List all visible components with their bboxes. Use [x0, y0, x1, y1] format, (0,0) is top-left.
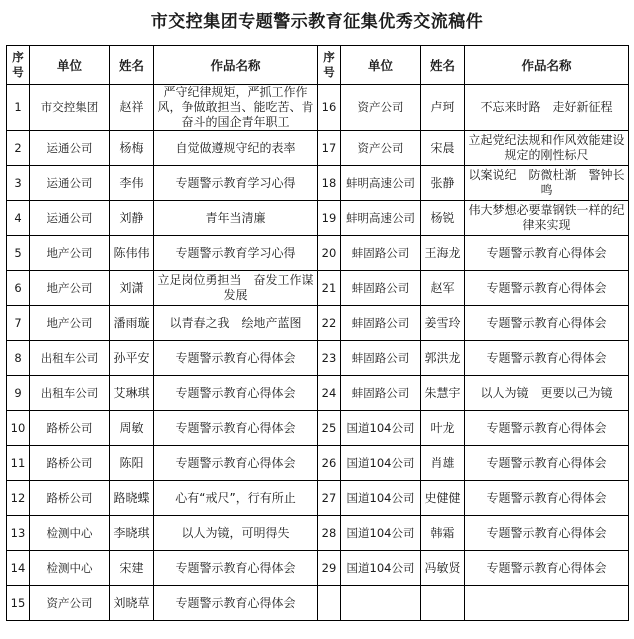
header-unit-left: 单位 [30, 46, 110, 85]
table-row [7, 376, 629, 411]
table-row [7, 551, 629, 586]
cell-seq-right: 22 [318, 306, 341, 341]
header-seq-right: 序号 [318, 46, 341, 85]
cell-name-right: 张静 [421, 166, 465, 201]
cell-work-left: 专题警示教育心得体会 [154, 376, 318, 411]
table-row [7, 481, 629, 516]
cell-seq-right: 29 [318, 551, 341, 586]
cell-unit-right: 国道104公司 [341, 411, 421, 446]
cell-seq-left: 4 [7, 201, 30, 236]
page-title: 市交控集团专题警示教育征集优秀交流稿件 [150, 12, 484, 32]
header-row [7, 46, 629, 85]
cell-work-right: 专题警示教育心得体会 [465, 411, 629, 446]
cell-work-right [465, 586, 629, 621]
cell-seq-right: 28 [318, 516, 341, 551]
cell-work-right: 专题警示教育心得体会 [465, 271, 629, 306]
cell-seq-right: 18 [318, 166, 341, 201]
cell-work-left: 立足岗位勇担当 奋发工作谋发展 [154, 271, 318, 306]
table-row [7, 411, 629, 446]
cell-name-right: 卢珂 [421, 85, 465, 131]
cell-work-right: 伟大梦想必要靠钢铁一样的纪律来实现 [465, 201, 629, 236]
cell-seq-right: 20 [318, 236, 341, 271]
table-row [7, 131, 629, 166]
table-row [7, 271, 629, 306]
cell-seq-right: 25 [318, 411, 341, 446]
cell-unit-right: 国道104公司 [341, 481, 421, 516]
cell-name-right: 姜雪玲 [421, 306, 465, 341]
header-seq-left: 序号 [7, 46, 30, 85]
table-row [7, 85, 629, 131]
cell-seq-right: 16 [318, 85, 341, 131]
cell-name-left: 周敏 [110, 411, 154, 446]
cell-seq-right: 23 [318, 341, 341, 376]
cell-unit-left: 地产公司 [30, 271, 110, 306]
cell-seq-right: 21 [318, 271, 341, 306]
cell-seq-right: 24 [318, 376, 341, 411]
cell-seq-left: 9 [7, 376, 30, 411]
cell-unit-right [341, 586, 421, 621]
cell-work-right: 专题警示教育心得体会 [465, 516, 629, 551]
cell-work-left: 严守纪律规矩，严抓工作作风，争做敢担当、能吃苦、肯奋斗的国企青年职工 [154, 85, 318, 131]
cell-seq-left: 6 [7, 271, 30, 306]
cell-name-left: 陈伟伟 [110, 236, 154, 271]
cell-name-left: 刘静 [110, 201, 154, 236]
cell-name-right: 郭洪龙 [421, 341, 465, 376]
cell-seq-right: 17 [318, 131, 341, 166]
cell-work-left: 专题警示教育心得体会 [154, 341, 318, 376]
cell-seq-left: 12 [7, 481, 30, 516]
cell-unit-right: 国道104公司 [341, 516, 421, 551]
table-row [7, 306, 629, 341]
cell-work-left: 专题警示教育心得体会 [154, 551, 318, 586]
cell-seq-right [318, 586, 341, 621]
cell-name-right: 朱慧宇 [421, 376, 465, 411]
cell-work-left: 自觉做遵规守纪的表率 [154, 131, 318, 166]
cell-unit-right: 蚌固路公司 [341, 236, 421, 271]
cell-work-right: 专题警示教育心得体会 [465, 236, 629, 271]
header-work-right: 作品名称 [465, 46, 629, 85]
table-row [7, 341, 629, 376]
cell-unit-right: 国道104公司 [341, 551, 421, 586]
cell-unit-left: 路桥公司 [30, 481, 110, 516]
cell-work-right: 立起党纪法规和作风效能建设规定的刚性标尺 [465, 131, 629, 166]
header-unit-right: 单位 [341, 46, 421, 85]
cell-seq-left: 14 [7, 551, 30, 586]
cell-work-left: 以青春之我 绘地产蓝图 [154, 306, 318, 341]
cell-work-right: 专题警示教育心得体会 [465, 481, 629, 516]
cell-unit-left: 检测中心 [30, 551, 110, 586]
table-row [7, 166, 629, 201]
cell-seq-left: 2 [7, 131, 30, 166]
table-row [7, 201, 629, 236]
cell-work-left: 专题警示教育心得体会 [154, 411, 318, 446]
table-row [7, 516, 629, 551]
table-body [7, 85, 629, 621]
cell-seq-left: 11 [7, 446, 30, 481]
cell-seq-right: 27 [318, 481, 341, 516]
cell-unit-right: 蚌固路公司 [341, 306, 421, 341]
cell-unit-left: 运通公司 [30, 131, 110, 166]
cell-seq-left: 5 [7, 236, 30, 271]
cell-seq-left: 10 [7, 411, 30, 446]
cell-name-right: 杨锐 [421, 201, 465, 236]
cell-name-right: 宋晨 [421, 131, 465, 166]
cell-name-right [421, 586, 465, 621]
cell-name-left: 赵祥 [110, 85, 154, 131]
cell-work-left: 青年当清廉 [154, 201, 318, 236]
cell-seq-right: 19 [318, 201, 341, 236]
cell-name-right: 史健健 [421, 481, 465, 516]
cell-work-right: 不忘来时路 走好新征程 [465, 85, 629, 131]
header-work-left: 作品名称 [154, 46, 318, 85]
cell-name-left: 刘潇 [110, 271, 154, 306]
header-name-right: 姓名 [421, 46, 465, 85]
submissions-table [6, 45, 629, 621]
cell-unit-right: 蚌明高速公司 [341, 166, 421, 201]
cell-name-left: 路晓蝶 [110, 481, 154, 516]
cell-unit-right: 蚌明高速公司 [341, 201, 421, 236]
cell-work-left: 专题警示教育心得体会 [154, 586, 318, 621]
cell-unit-left: 运通公司 [30, 201, 110, 236]
table-row [7, 236, 629, 271]
cell-work-right: 以案说纪 防微杜渐 警钟长鸣 [465, 166, 629, 201]
cell-name-left: 潘雨璇 [110, 306, 154, 341]
cell-name-left: 李晓琪 [110, 516, 154, 551]
cell-seq-left: 3 [7, 166, 30, 201]
cell-work-left: 心有“戒尺”，行有所止 [154, 481, 318, 516]
cell-name-left: 杨梅 [110, 131, 154, 166]
cell-work-left: 以人为镜，可明得失 [154, 516, 318, 551]
cell-name-left: 陈阳 [110, 446, 154, 481]
cell-name-left: 孙平安 [110, 341, 154, 376]
cell-work-right: 以人为镜 更要以己为镜 [465, 376, 629, 411]
cell-unit-left: 出租车公司 [30, 341, 110, 376]
cell-unit-left: 市交控集团 [30, 85, 110, 131]
cell-unit-right: 蚌固路公司 [341, 341, 421, 376]
cell-seq-left: 13 [7, 516, 30, 551]
cell-work-right: 专题警示教育心得体会 [465, 551, 629, 586]
cell-work-right: 专题警示教育心得体会 [465, 446, 629, 481]
cell-unit-right: 蚌固路公司 [341, 271, 421, 306]
cell-work-left: 专题警示教育学习心得 [154, 166, 318, 201]
cell-unit-left: 路桥公司 [30, 411, 110, 446]
header-name-left: 姓名 [110, 46, 154, 85]
cell-seq-right: 26 [318, 446, 341, 481]
cell-unit-right: 国道104公司 [341, 446, 421, 481]
cell-unit-right: 蚌固路公司 [341, 376, 421, 411]
cell-unit-left: 地产公司 [30, 306, 110, 341]
cell-unit-left: 路桥公司 [30, 446, 110, 481]
cell-name-left: 李伟 [110, 166, 154, 201]
cell-unit-left: 资产公司 [30, 586, 110, 621]
cell-name-left: 宋建 [110, 551, 154, 586]
cell-name-right: 肖雄 [421, 446, 465, 481]
cell-work-right: 专题警示教育心得体会 [465, 341, 629, 376]
cell-name-right: 赵军 [421, 271, 465, 306]
cell-work-left: 专题警示教育学习心得 [154, 236, 318, 271]
cell-seq-left: 1 [7, 85, 30, 131]
cell-unit-left: 检测中心 [30, 516, 110, 551]
cell-name-left: 艾琳琪 [110, 376, 154, 411]
cell-unit-right: 资产公司 [341, 131, 421, 166]
cell-seq-left: 8 [7, 341, 30, 376]
table-row [7, 446, 629, 481]
cell-name-right: 王海龙 [421, 236, 465, 271]
cell-work-left: 专题警示教育心得体会 [154, 446, 318, 481]
cell-seq-left: 7 [7, 306, 30, 341]
cell-name-right: 叶龙 [421, 411, 465, 446]
cell-unit-left: 出租车公司 [30, 376, 110, 411]
cell-name-right: 韩霜 [421, 516, 465, 551]
cell-name-right: 冯敏贤 [421, 551, 465, 586]
cell-unit-left: 运通公司 [30, 166, 110, 201]
cell-work-right: 专题警示教育心得体会 [465, 306, 629, 341]
table-row [7, 586, 629, 621]
cell-unit-right: 资产公司 [341, 85, 421, 131]
cell-name-left: 刘晓草 [110, 586, 154, 621]
cell-seq-left: 15 [7, 586, 30, 621]
cell-unit-left: 地产公司 [30, 236, 110, 271]
